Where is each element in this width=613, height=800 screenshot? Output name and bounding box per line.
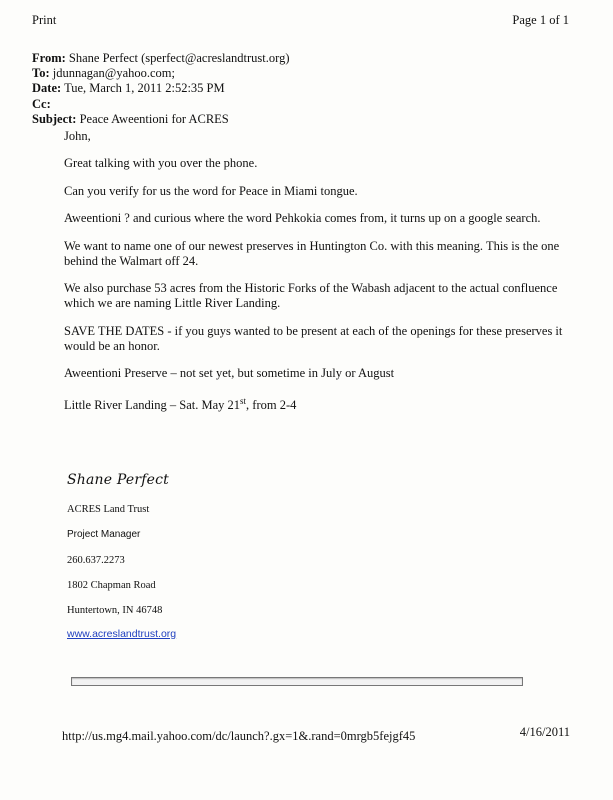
body-paragraph: We also purchase 53 acres from the Historic Forks of the Wabash adjacent to the actual confluence which we are naming Little River Landing.	[64, 281, 558, 311]
date-value: Tue, March 1, 2011 2:52:35 PM	[64, 81, 225, 96]
body-paragraph: Aweentioni ? and curious where the word Pehkokia comes from, it turns up on a google search.	[64, 211, 541, 226]
date-line	[32, 81, 290, 96]
subject-line	[32, 112, 290, 127]
greeting: John,	[64, 129, 91, 143]
to-value: jdunnagan@yahoo.com;	[52, 66, 175, 81]
print-label: Print	[32, 13, 57, 27]
cc-label: Cc:	[32, 96, 51, 111]
cc-line	[32, 97, 290, 112]
to-line	[32, 66, 290, 81]
body-paragraph: Can you verify for us the word for Peace in Miami tongue.	[64, 183, 358, 198]
body-paragraph: We want to name one of our newest preserves in Huntington Co. with this meaning. This is the one behind the Walmart off 24.	[64, 238, 560, 268]
ordinal-suffix: st	[240, 395, 247, 406]
to-label: To:	[32, 66, 50, 81]
signature-phone: 260.637.2273	[67, 555, 125, 566]
signature-org: ACRES Land Trust	[67, 504, 150, 515]
page-count: Page 1 of 1	[512, 13, 569, 27]
from-line	[32, 51, 290, 66]
body-paragraph: Aweentioni Preserve – not set yet, but sometime in July or August	[64, 366, 395, 381]
from-label: From:	[32, 51, 66, 65]
date-line-time: , from 2-4	[246, 397, 297, 412]
signature-name: Shane Perfect	[67, 472, 170, 488]
date-line-text: Little River Landing – Sat. May 21	[64, 397, 241, 412]
subject-value: Peace Aweentioni for ACRES	[79, 111, 229, 126]
signature-address-line1: 1802 Chapman Road	[67, 580, 156, 591]
signature-address-line2: Huntertown, IN 46748	[67, 605, 163, 616]
email-headers	[32, 51, 290, 127]
body-paragraph: Great talking with you over the phone.	[64, 156, 258, 171]
footer-url: http://us.mg4.mail.yahoo.com/dc/launch?.gx=1&.rand=0mrgb5fejgf45	[62, 729, 416, 743]
footer-date: 4/16/2011	[519, 725, 570, 739]
from-value: Shane Perfect (sperfect@acreslandtrust.org)	[68, 51, 290, 65]
body-paragraph	[64, 394, 584, 413]
signature-title: Project Manager	[67, 529, 141, 540]
signature-website-link[interactable]: www.acreslandtrust.org	[67, 628, 177, 640]
date-label: Date:	[32, 81, 62, 96]
email-body	[64, 129, 584, 425]
subject-label: Subject:	[32, 111, 77, 126]
scrollbar-track[interactable]	[71, 677, 523, 686]
body-paragraph: SAVE THE DATES - if you guys wanted to be present at each of the openings for these preserves it would be an honor.	[64, 323, 563, 353]
